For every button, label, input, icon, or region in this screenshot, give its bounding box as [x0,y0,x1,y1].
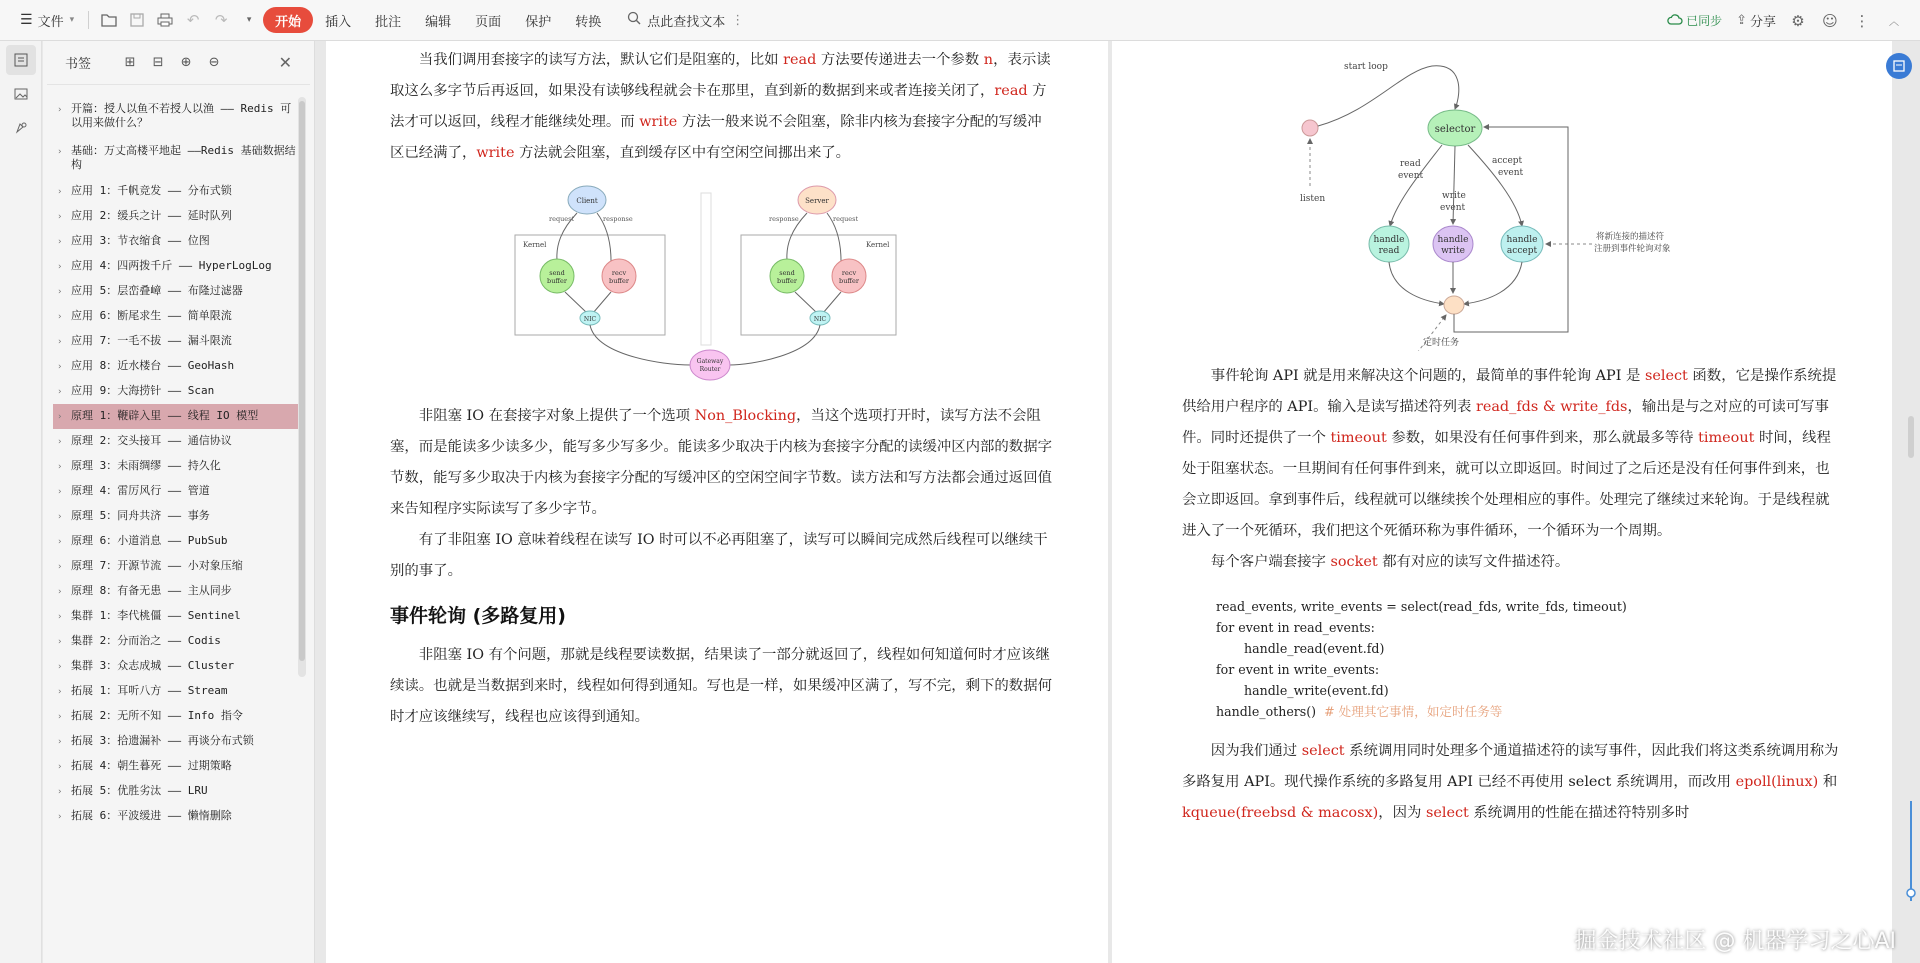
chevron-right-icon[interactable]: › [57,737,63,747]
text-run: 都有对应的读写文件描述符。 [1377,554,1570,570]
diagram-handle-accept-1: handle [1506,235,1538,245]
undo-icon[interactable]: ↶ [186,11,200,29]
bookmark-item-label: 原理 2：交头接耳 —— 通信协议 [71,434,232,447]
text-run: ，当这个选项打开时，读写方法不会阻塞，而是能读多少读多少，能写多少写多少。能读多少取决于内核为套接字分配的读缓冲区内部的数据字节数，能写多少取决于内核为套接字分配的写缓冲区的空闲空间字节数。读方法和写方法都会通过返回值来告知程序实际读写了多少字节。 [390,408,1052,517]
chevron-right-icon[interactable]: › [57,387,63,397]
bookmark-item-label: 原理 6：小道消息 —— PubSub [71,534,228,547]
bookmark-item[interactable] [53,95,300,137]
fig-recv-left: recv [611,269,627,277]
chevron-right-icon[interactable]: › [57,105,63,115]
fig-kernel-right: Kernel [866,241,890,249]
bookmark-item[interactable] [53,204,300,229]
highlighted-term: socket [1330,554,1378,570]
text-run: 和 [1818,774,1838,790]
bookmark-panel-title: 书签 [65,57,92,72]
bookmark-item[interactable] [53,279,300,304]
highlighted-term: read [783,52,817,68]
text-run: 函数，它是操作系统提供给用户程序的 API。输入是读写描述符列表 [1182,368,1837,415]
event-loop-diagram [1272,51,1692,351]
diagram-read-event-2: event [1398,171,1424,181]
tab-page[interactable]: 页面 [475,14,502,30]
fig-buffer-send-right: buffer [777,277,797,285]
chevron-right-icon[interactable]: › [57,712,63,722]
bookmark-item-label: 集群 3：众志成城 —— Cluster [71,659,235,672]
chevron-right-icon[interactable]: › [57,512,63,522]
collapse-all-icon[interactable]: ⊟ [152,55,164,70]
diagram-handle-read-2: read [1378,246,1400,256]
fig-kernel-left: Kernel [523,241,547,249]
text-run: 方法一般来说不会阻塞，除非内核为套接字分配的写缓冲区已经满了， [390,114,1042,161]
diagram-note-1: 将新连接的描述符 [1596,232,1665,242]
text-run: 参数，如果没有任何事件到来，那么就最多等待 [1386,430,1699,446]
diagram-write-event-2: event [1440,203,1466,213]
text-run: 时间，线程处于阻塞状态。一旦期间有任何事件到来，就可以立即返回。时间过了之后还是没有任何事件到来，也会立即返回。拿到事件后，线程就可以继续挨个处理相应的事件。处理完了继续过来轮询。于是线程就进入了一个死循环，我们把这个死循环称为事件循环，一个循环为一个周期。 [1182,430,1831,539]
chevron-right-icon[interactable]: › [57,462,63,472]
chevron-right-icon[interactable]: › [57,537,63,547]
bookmark-item[interactable] [53,354,300,379]
bookmark-panel [43,41,315,963]
bookmark-item[interactable] [53,729,300,754]
close-icon[interactable]: ✕ [278,53,292,72]
text-run: 方法就会阻塞，直到缓存区中有空闲空间挪出来了。 [514,145,851,161]
fig-response-left: response [603,215,633,223]
document-view [316,41,1920,963]
highlighted-term: timeout [1330,430,1387,446]
cloud-sync-icon [1667,13,1683,28]
bookmark-item-label: 应用 3：节衣缩食 —— 位图 [71,234,210,247]
text-run: 方法才可以返回，线程才能继续处理。而 [390,83,1047,130]
tab-convert[interactable]: 转换 [575,14,602,30]
fig-server: Server [805,197,829,205]
tab-annotate[interactable]: 批注 [375,14,402,30]
code-comment: # 处理其它事情，如定时任务等 [1324,704,1503,719]
highlighted-term: read_fds & write_fds [1475,399,1628,415]
bookmark-item-label: 集群 1：李代桃僵 —— Sentinel [71,609,241,622]
sync-status[interactable] [1661,12,1728,29]
text-run: 每个客户端套接字 [1210,554,1331,570]
scroll-position-indicator[interactable] [1906,801,1916,901]
fig-buffer-send-left: buffer [547,277,567,285]
bookmark-item[interactable] [53,529,300,554]
diagram-accept-event-1: accept [1492,156,1523,166]
diagram-read-event-1: read [1400,159,1421,169]
code-line-6 [1216,701,1842,722]
bookmark-item-label: 拓展 2：无所不知 —— Info 指令 [71,709,243,722]
chevron-right-icon[interactable]: › [57,147,63,157]
fig-router: Router [699,366,721,373]
chevron-right-icon[interactable]: › [57,237,63,247]
bookmark-item[interactable] [53,179,300,204]
fig-request-left: request [549,215,575,223]
code-line-4: for event in write_events: [1216,662,1380,677]
fig-send-right: send [779,269,795,277]
bookmark-item[interactable] [53,504,300,529]
sync-label: 已同步 [1686,14,1723,28]
bookmark-item-label: 拓展 1：耳听八方 —— Stream [71,684,228,697]
find-text-label: 点此查找文本 [647,14,726,30]
bookmark-item[interactable] [53,454,300,479]
paragraph-socket-fd [1182,547,1842,578]
code-line-1: read_events, write_events = select(read_fds, write_fds, timeout) [1216,599,1627,614]
bookmark-item[interactable] [53,754,300,779]
file-menu[interactable] [12,6,82,34]
watermark-text: 掘金技术社区 @ 机器学习之心AI [1574,929,1896,954]
diagram-handle-read-1: handle [1373,235,1405,245]
stamp-icon[interactable] [6,113,36,143]
bookmark-item-label: 开篇：授人以鱼不若授人以渔 —— Redis 可以用来做什么？ [71,102,292,129]
bookmark-item-label: 拓展 6：平波缓进 —— 懒惰删除 [71,809,232,822]
file-menu-label: 文件 [37,14,64,30]
bookmark-item[interactable] [53,329,300,354]
settings-icon[interactable]: ⚙ [1791,11,1805,30]
text-run: 方法要传递进去一个参数 [816,52,984,68]
feedback-icon[interactable]: ☺ [1822,11,1838,30]
diagram-listen: listen [1300,194,1326,204]
toolbar-divider [88,11,89,29]
bookmark-item[interactable] [53,654,300,679]
bookmark-item[interactable] [53,229,300,254]
bookmark-list [53,95,300,829]
chevron-right-icon[interactable]: › [57,337,63,347]
find-text-button[interactable] [619,6,752,34]
paragraph-non-blocking-io [390,401,1052,525]
bookmark-item-label: 原理 5：同舟共济 —— 事务 [71,509,210,522]
paragraph-event-problem: 非阻塞 IO 有个问题，那就是线程要读数据，结果读了一部分就返回了，线程如何知道何时才应该继续读。也就是当数据到来时，线程如何得到通知。写也是一样，如果缓冲区满了，写不完，剩下的数据何时才应该继续写，线程也应该得到通知。 [390,647,1052,725]
page-right [1112,41,1892,963]
bookmark-item-label: 原理 4：雷厉风行 —— 管道 [71,484,210,497]
chevron-right-icon[interactable]: › [57,487,63,497]
tab-protect[interactable]: 保护 [525,14,552,30]
chevron-down-icon: ▾ [69,15,75,25]
bookmark-item[interactable] [53,679,300,704]
bookmark-item-label: 应用 1：千帆竞发 —— 分布式锁 [71,184,232,197]
bookmark-item[interactable] [53,554,300,579]
chevron-right-icon[interactable]: › [57,612,63,622]
code-line-2: for event in read_events: [1216,620,1375,635]
text-run: 系统调用的性能在描述符特别多时 [1468,805,1690,821]
tab-insert[interactable]: 插入 [325,14,352,30]
network-io-diagram [511,185,931,395]
collapse-ribbon-icon[interactable]: ︿ [1889,17,1899,28]
bookmark-panel-header [47,41,310,85]
share-button[interactable] [1732,7,1780,35]
outline-icon[interactable] [6,45,36,75]
highlighted-term: read [994,83,1028,99]
chevron-right-icon[interactable]: › [57,312,63,322]
highlighted-term: n [983,52,994,68]
bookmark-item[interactable] [53,804,300,829]
paragraph-multiplexing [1182,736,1842,829]
fig-request-right: request [833,215,859,223]
section-heading-event-loop: 事件轮询 (多路复用) [390,605,566,627]
text-run: 事件轮询 API 就是用来解决这个问题的，最简单的事件轮询 API 是 [1210,368,1645,384]
chevron-right-icon[interactable]: › [57,762,63,772]
fig-gateway: Gateway [696,358,724,365]
code-line-5: handle_write(event.fd) [1244,683,1389,698]
bookmark-item-label: 应用 2：缓兵之计 —— 延时队列 [71,209,232,222]
code-handle-others: handle_others() [1216,704,1317,719]
open-folder-icon[interactable] [95,6,123,34]
bookmark-item-label: 应用 8：近水楼台 —— GeoHash [71,359,235,372]
fig-send-left: send [549,269,565,277]
text-run: 系统调用同时处理多个通道描述符的读写事件，因此我们将这类系统调用称为多路复用 API。现代操作系统的多路复用 API 已经不再使用 select 系统调用，而改用 [1182,743,1839,790]
document-scroll-thumb[interactable] [1908,416,1914,458]
code-line-3: handle_read(event.fd) [1244,641,1385,656]
menu-icon: ☰ [20,12,33,28]
chevron-right-icon[interactable]: › [57,262,63,272]
bookmark-item-label: 原理 1：鞭辟入里 —— 线程 IO 模型 [71,409,259,422]
bookmark-item-label: 应用 7：一毛不拔 —— 漏斗限流 [71,334,232,347]
share-label: 分享 [1749,15,1776,30]
text-run: 因为我们通过 [1210,743,1302,759]
highlighted-term: select [1644,368,1688,384]
bookmark-item-label: 应用 5：层峦叠嶂 —— 布隆过滤器 [71,284,243,297]
more-icon: ⋮ [731,12,745,28]
fig-nic-right: NIC [813,316,827,323]
highlighted-term: epoll(linux) [1735,774,1819,790]
expand-all-icon[interactable]: ⊞ [124,55,136,70]
highlighted-term: select [1425,805,1469,821]
add-bookmark-icon[interactable]: ⊕ [180,55,192,70]
tab-start[interactable]: 开始 [263,7,313,33]
fig-recv-right: recv [841,269,857,277]
bookmark-item[interactable] [53,254,300,279]
more-options-icon[interactable]: ⋮ [1854,11,1870,30]
highlighted-term: select [1301,743,1345,759]
share-icon: ⇪ [1736,13,1747,28]
bookmark-item-label: 原理 8：有备无患 —— 主从同步 [71,584,232,597]
bookmark-item[interactable] [53,779,300,804]
bookmark-item-label: 应用 4：四两拨千斤 —— HyperLogLog [71,259,272,272]
fig-buffer-recv-right: buffer [839,277,859,285]
left-rail [0,41,42,963]
main-toolbar [0,0,1920,41]
chevron-right-icon[interactable]: › [57,587,63,597]
document-scrollbar[interactable] [1904,41,1918,963]
bookmark-item[interactable] [53,429,300,454]
chevron-right-icon[interactable]: › [57,637,63,647]
chevron-right-icon[interactable]: › [57,812,63,822]
diagram-start-loop: start loop [1344,62,1388,72]
chevron-right-icon[interactable]: › [57,787,63,797]
save-icon[interactable] [123,6,151,34]
chevron-right-icon[interactable]: › [57,412,63,422]
bookmark-item-label: 应用 6：断尾求生 —— 简单限流 [71,309,232,322]
bookmark-item-label: 基础：万丈高楼平地起 ——Redis 基础数据结构 [71,144,296,171]
search-icon [627,11,641,29]
bookmark-item[interactable] [53,629,300,654]
highlighted-term: write [476,145,515,161]
fig-nic-left: NIC [583,316,597,323]
paragraph-blocking-io [390,45,1052,169]
bookmark-item[interactable] [53,137,300,179]
diagram-selector: selector [1434,124,1476,135]
chevron-right-icon[interactable]: › [57,687,63,697]
diagram-handle-write-2: write [1441,246,1465,256]
bookmark-item-label: 原理 3：未雨绸缪 —— 持久化 [71,459,221,472]
chevron-right-icon[interactable]: › [57,437,63,447]
diagram-handle-write-1: handle [1437,235,1469,245]
bookmark-item-label: 集群 2：分而治之 —— Codis [71,634,221,647]
bookmark-item-label: 拓展 4：朝生暮死 —— 过期策略 [71,759,232,772]
text-run: ，表示读取这么多字节后再返回，如果没有读够线程就会卡在那里，直到新的数据到来或者连接关闭了， [390,52,1051,99]
quick-access-dropdown-icon[interactable]: ▾ [246,15,252,25]
diagram-timer-task: 定时任务 [1423,338,1460,348]
paragraph-event-loop-api [1182,361,1842,547]
paragraph-non-blocking-benefit: 有了非阻塞 IO 意味着线程在读写 IO 时可以不必再阻塞了，读写可以瞬间完成然后线程可以继续干别的事了。 [390,532,1048,579]
highlighted-term: timeout [1698,430,1755,446]
print-icon[interactable] [151,6,179,34]
chevron-right-icon[interactable]: › [57,287,63,297]
bookmark-item-label: 应用 9：大海捞针 —— Scan [71,384,215,397]
bookmark-item[interactable] [53,479,300,504]
tab-edit[interactable]: 编辑 [425,14,452,30]
diagram-write-event-1: write [1442,191,1466,201]
chevron-right-icon[interactable]: › [57,212,63,222]
chevron-right-icon[interactable]: › [57,562,63,572]
bookmark-scrollbar[interactable] [298,97,306,677]
bookmark-item[interactable] [53,304,300,329]
fig-buffer-recv-left: buffer [609,277,629,285]
text-run: 当我们调用套接字的读写方法，默认它们是阻塞的，比如 [418,52,784,68]
chevron-right-icon[interactable]: › [57,662,63,672]
bookmark-item-label: 拓展 5：优胜劣汰 —— LRU [71,784,208,797]
page-left [326,41,1108,963]
image-icon[interactable] [6,79,36,109]
chevron-right-icon[interactable]: › [57,362,63,372]
code-block-select [1182,596,1842,722]
text-run: 非阻塞 IO 在套接字对象上提供了一个选项 [418,408,695,424]
highlighted-term: write [639,114,678,130]
bookmark-item[interactable] [53,379,300,404]
diagram-note-2: 注册到事件轮询对象 [1594,244,1671,254]
bookmark-item[interactable] [53,704,300,729]
diagram-accept-event-2: event [1498,168,1524,178]
text-run: ，因为 [1378,805,1426,821]
text-run: ，输出是与之对应的可读可写事件。同时还提供了一个 [1182,399,1829,446]
redo-icon[interactable]: ↷ [214,11,228,29]
bookmark-item[interactable] [53,604,300,629]
bookmark-item[interactable] [53,579,300,604]
highlighted-term: Non_Blocking [694,408,797,424]
diagram-handle-accept-2: accept [1506,246,1538,256]
bookmark-item-label: 拓展 3：拾遗漏补 —— 再谈分布式锁 [71,734,254,747]
chevron-right-icon[interactable]: › [57,187,63,197]
fig-response-right: response [769,215,799,223]
bookmark-scroll-thumb[interactable] [299,101,305,661]
delete-bookmark-icon[interactable]: ⊖ [208,55,220,70]
bookmark-item-label: 原理 7：开源节流 —— 小对象压缩 [71,559,243,572]
highlighted-term: kqueue(freebsd & macosx) [1182,805,1379,821]
bookmark-item[interactable] [53,404,300,429]
fig-client: Client [576,197,598,205]
